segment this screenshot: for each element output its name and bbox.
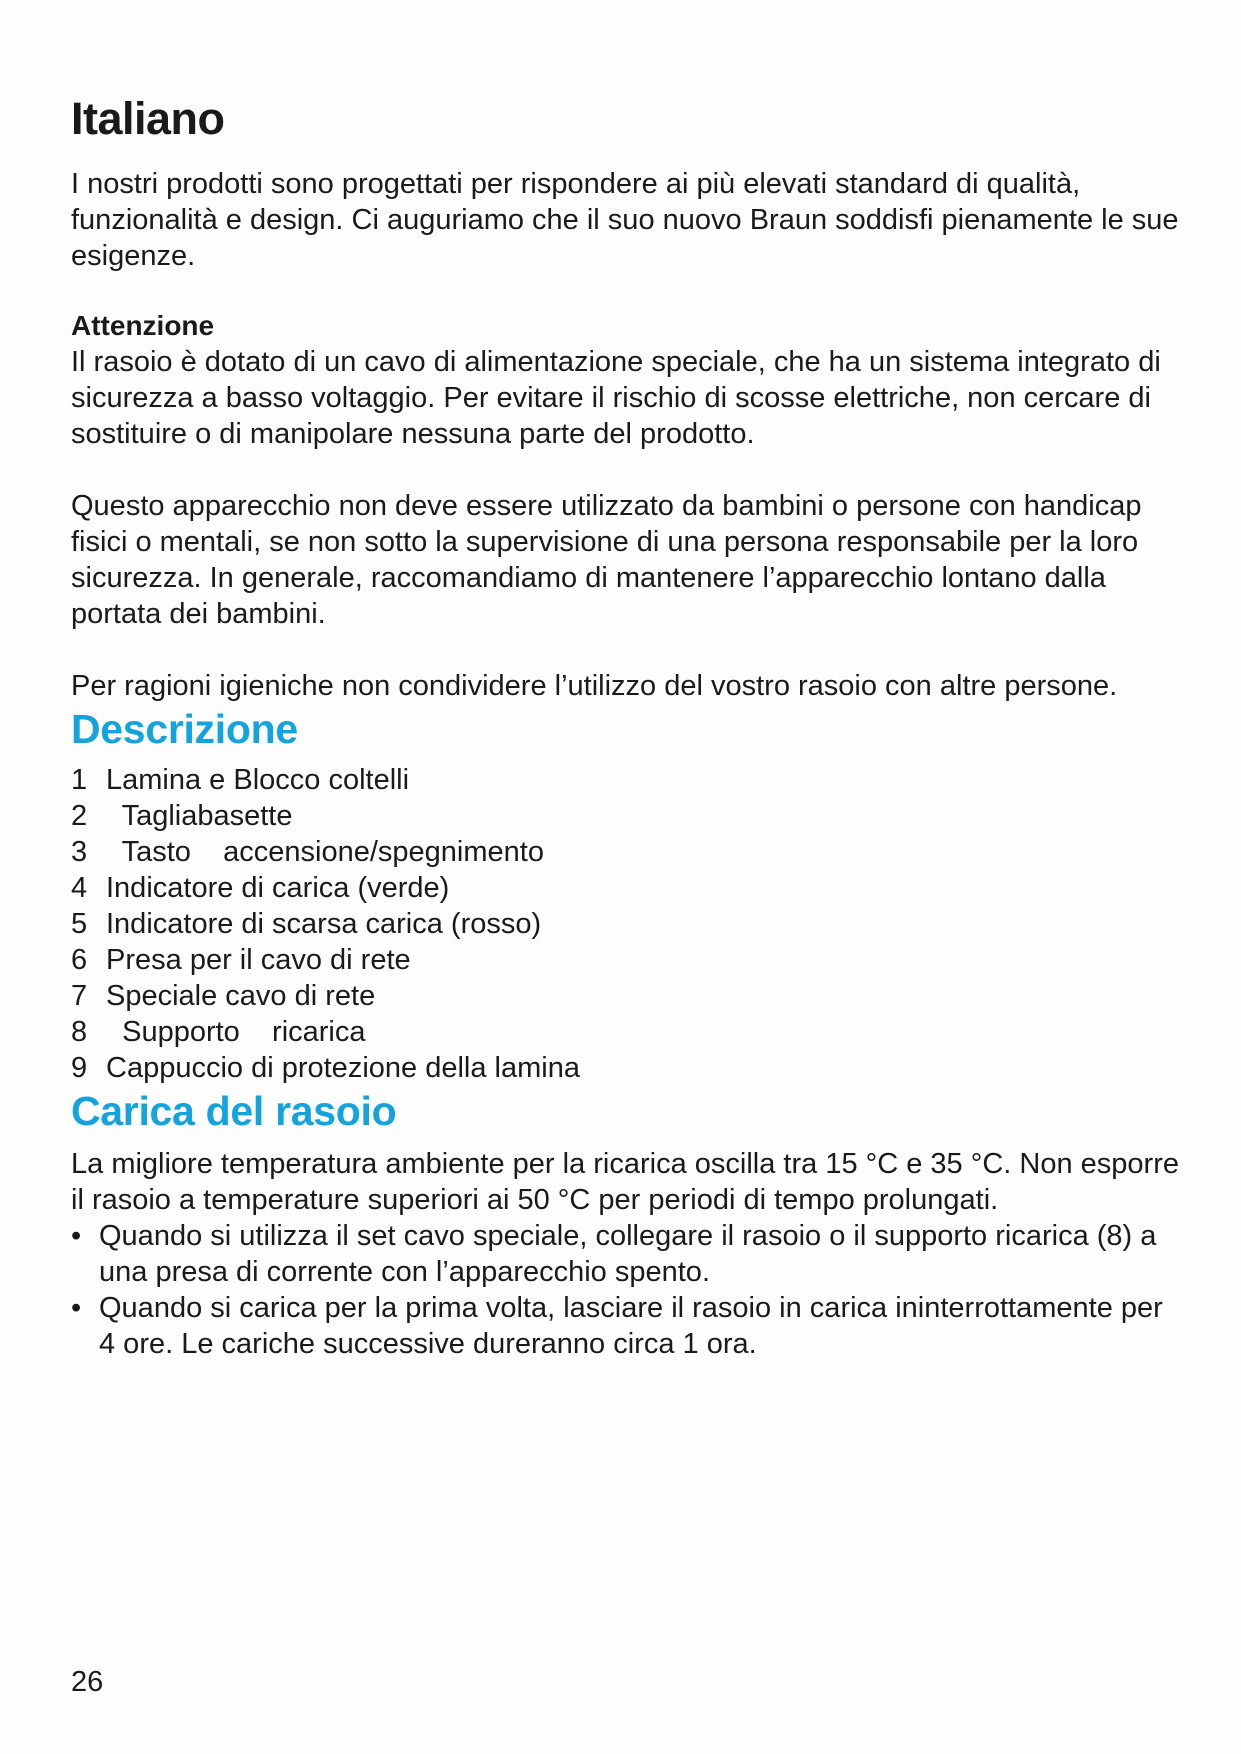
item-number: 8 [71,1016,88,1048]
item-label: Indicatore di scarsa carica (rosso) [106,908,542,940]
warning-paragraph-2: Questo apparecchio non deve essere utilizzato da bambini o persone con handicap fisici o mentali, se non sotto la supervisione di una persona responsabile per la loro sicurezza. In generale, raccomandiamo di mantenere l’apparecchio lontano dalla portata dei bambini. [71,490,1142,630]
item-label: Indicatore di carica (verde) [106,872,450,904]
item-number: 3 [71,836,88,868]
bullet-text: Quando si carica per la prima volta, lasciare il rasoio in carica ininterrottamente per 4 ore. Le cariche successive dureranno circa 1 ora. [99,1292,1163,1360]
list-item [71,798,1181,834]
bullet-icon: • [71,1292,82,1324]
intro-paragraph: I nostri prodotti sono progettati per rispondere ai più elevati standard di qualità, funzionalità e design. Ci auguriamo che il suo nuovo Braun soddisfi pienamente le sue esigenze. [71,168,1179,272]
list-item [71,978,1181,1014]
item-label: Lamina e Blocco coltelli [106,764,410,796]
item-label: Cappuccio di protezione della lamina [106,1052,580,1084]
list-item [71,1290,1181,1362]
page-number: 26 [71,1666,104,1698]
item-number: 9 [71,1052,88,1084]
parts-list [71,762,1181,1086]
item-label: Tagliabasette [106,800,293,832]
warning-heading: Attenzione [71,310,215,341]
list-item [71,1218,1181,1290]
item-number: 4 [71,872,88,904]
warning-paragraph-1: Il rasoio è dotato di un cavo di alimentazione speciale, che ha un sistema integrato di sicurezza a basso voltaggio. Per evitare il rischio di scosse elettriche, non cercare di sostituire o di manipolare nessuna parte del prodotto. [71,346,1161,450]
item-number: 6 [71,944,88,976]
item-number: 7 [71,980,88,1012]
item-number: 1 [71,764,88,796]
list-item [71,834,1181,870]
language-title: Italiano [71,93,225,144]
list-item [71,762,1181,798]
page-content [71,92,1181,1362]
list-item [71,942,1181,978]
charging-bullet-list [71,1218,1181,1362]
item-label: Speciale cavo di rete [106,980,376,1012]
list-item [71,1050,1181,1086]
item-number: 5 [71,908,88,940]
charging-paragraph: La migliore temperatura ambiente per la ricarica oscilla tra 15 °C e 35 °C. Non esporre il rasoio a temperature superiori ai 50 °C per periodi di tempo prolungati. [71,1148,1179,1216]
item-label: Presa per il cavo di rete [106,944,411,976]
bullet-icon: • [71,1220,82,1252]
bullet-text: Quando si utilizza il set cavo speciale, collegare il rasoio o il supporto ricarica (8) a una presa di corrente con l’apparecchio spento. [99,1220,1157,1288]
list-item [71,870,1181,906]
charging-heading: Carica del rasoio [71,1088,397,1134]
list-item [71,1014,1181,1050]
item-number: 2 [71,800,88,832]
warning-paragraph-3: Per ragioni igieniche non condividere l’utilizzo del vostro rasoio con altre persone. [71,670,1118,702]
item-label: Tasto accensione/spegnimento [106,836,544,868]
description-heading: Descrizione [71,706,298,752]
item-label: Supporto ricarica [106,1016,366,1048]
list-item [71,906,1181,942]
